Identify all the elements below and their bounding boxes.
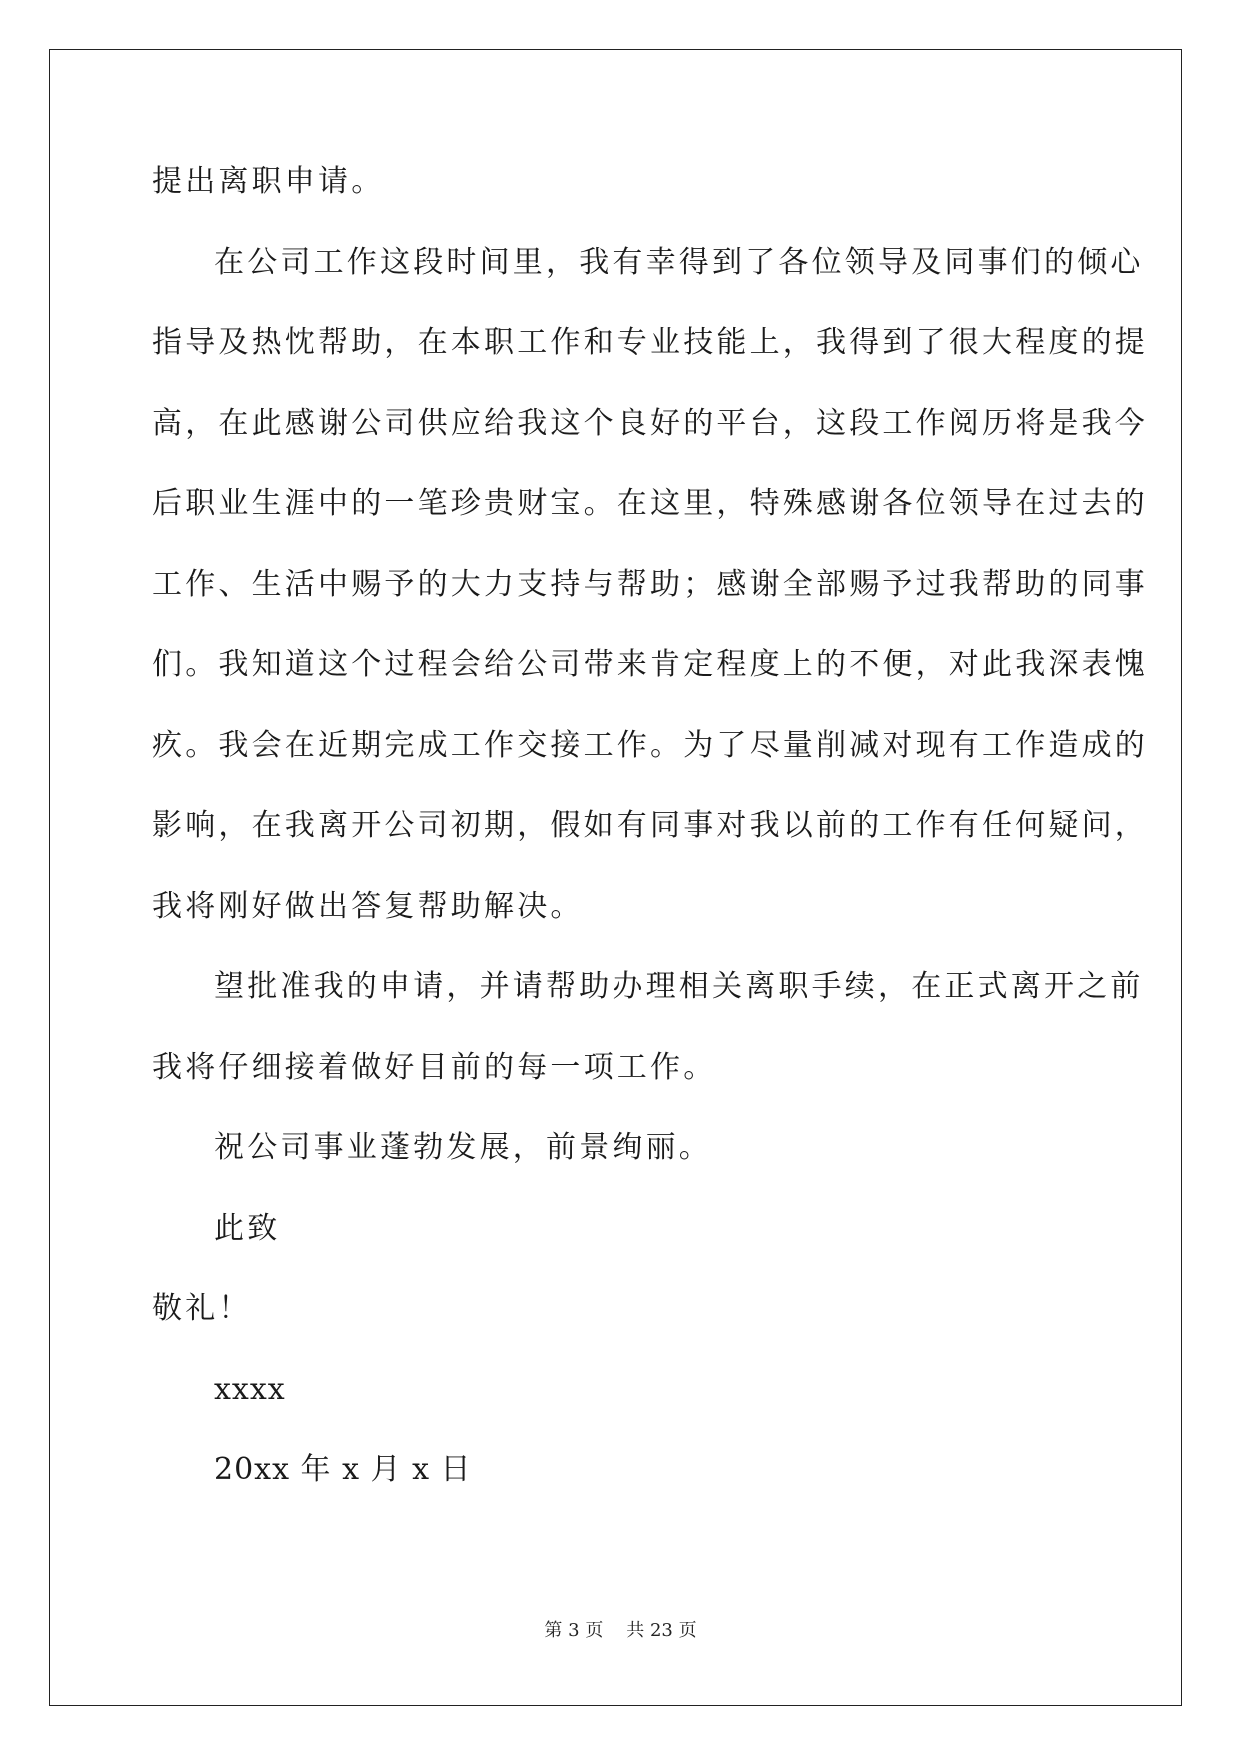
signature-date: 20xx 年 x 月 x 日 [214,1452,472,1487]
letter-line: 望批准我的申请，并请帮助办理相关离职手续，在正式离开之前 [214,969,1144,1004]
letter-line: 后职业生涯中的一笔珍贵财宝。在这里，特殊感谢各位领导在过去的 [152,486,1148,521]
letter-line: 疚。我会在近期完成工作交接工作。为了尽量削减对现有工作造成的 [152,727,1148,763]
signature-name: xxxx [214,1371,286,1407]
letter-line: 指导及热忱帮助，在本职工作和专业技能上，我得到了很大程度的提 [152,325,1148,360]
closing-respect: 敬礼！ [152,1291,252,1326]
letter-line: 高，在此感谢公司供应给我这个良好的平台，这段工作阅历将是我今 [152,405,1148,441]
letter-line: 我将刚好做出答复帮助解决。 [152,888,584,924]
letter-line: 祝公司事业蓬勃发展，前景绚丽。 [214,1130,712,1165]
footer-spacer [603,1620,626,1641]
letter-line: 提出离职申请。 [152,164,385,199]
letter-line: 工作、生活中赐予的大力支持与帮助；感谢全部赐予过我帮助的同事 [152,566,1148,602]
letter-line: 们。我知道这个过程会给公司带来肯定程度上的不便，对此我深表愧 [152,647,1148,682]
page-number: 第 3 页 [544,1620,604,1641]
page-total: 共 23 页 [626,1620,697,1641]
letter-line: 我将仔细接着做好目前的每一项工作。 [152,1049,717,1085]
closing-salutation: 此致 [214,1210,281,1246]
letter-line: 影响，在我离开公司初期，假如有同事对我以前的工作有任何疑问， [152,808,1148,843]
page-footer [0,1616,1241,1642]
letter-line: 在公司工作这段时间里，我有幸得到了各位领导及同事们的倾心 [214,244,1144,280]
letter-body [152,159,1148,1528]
